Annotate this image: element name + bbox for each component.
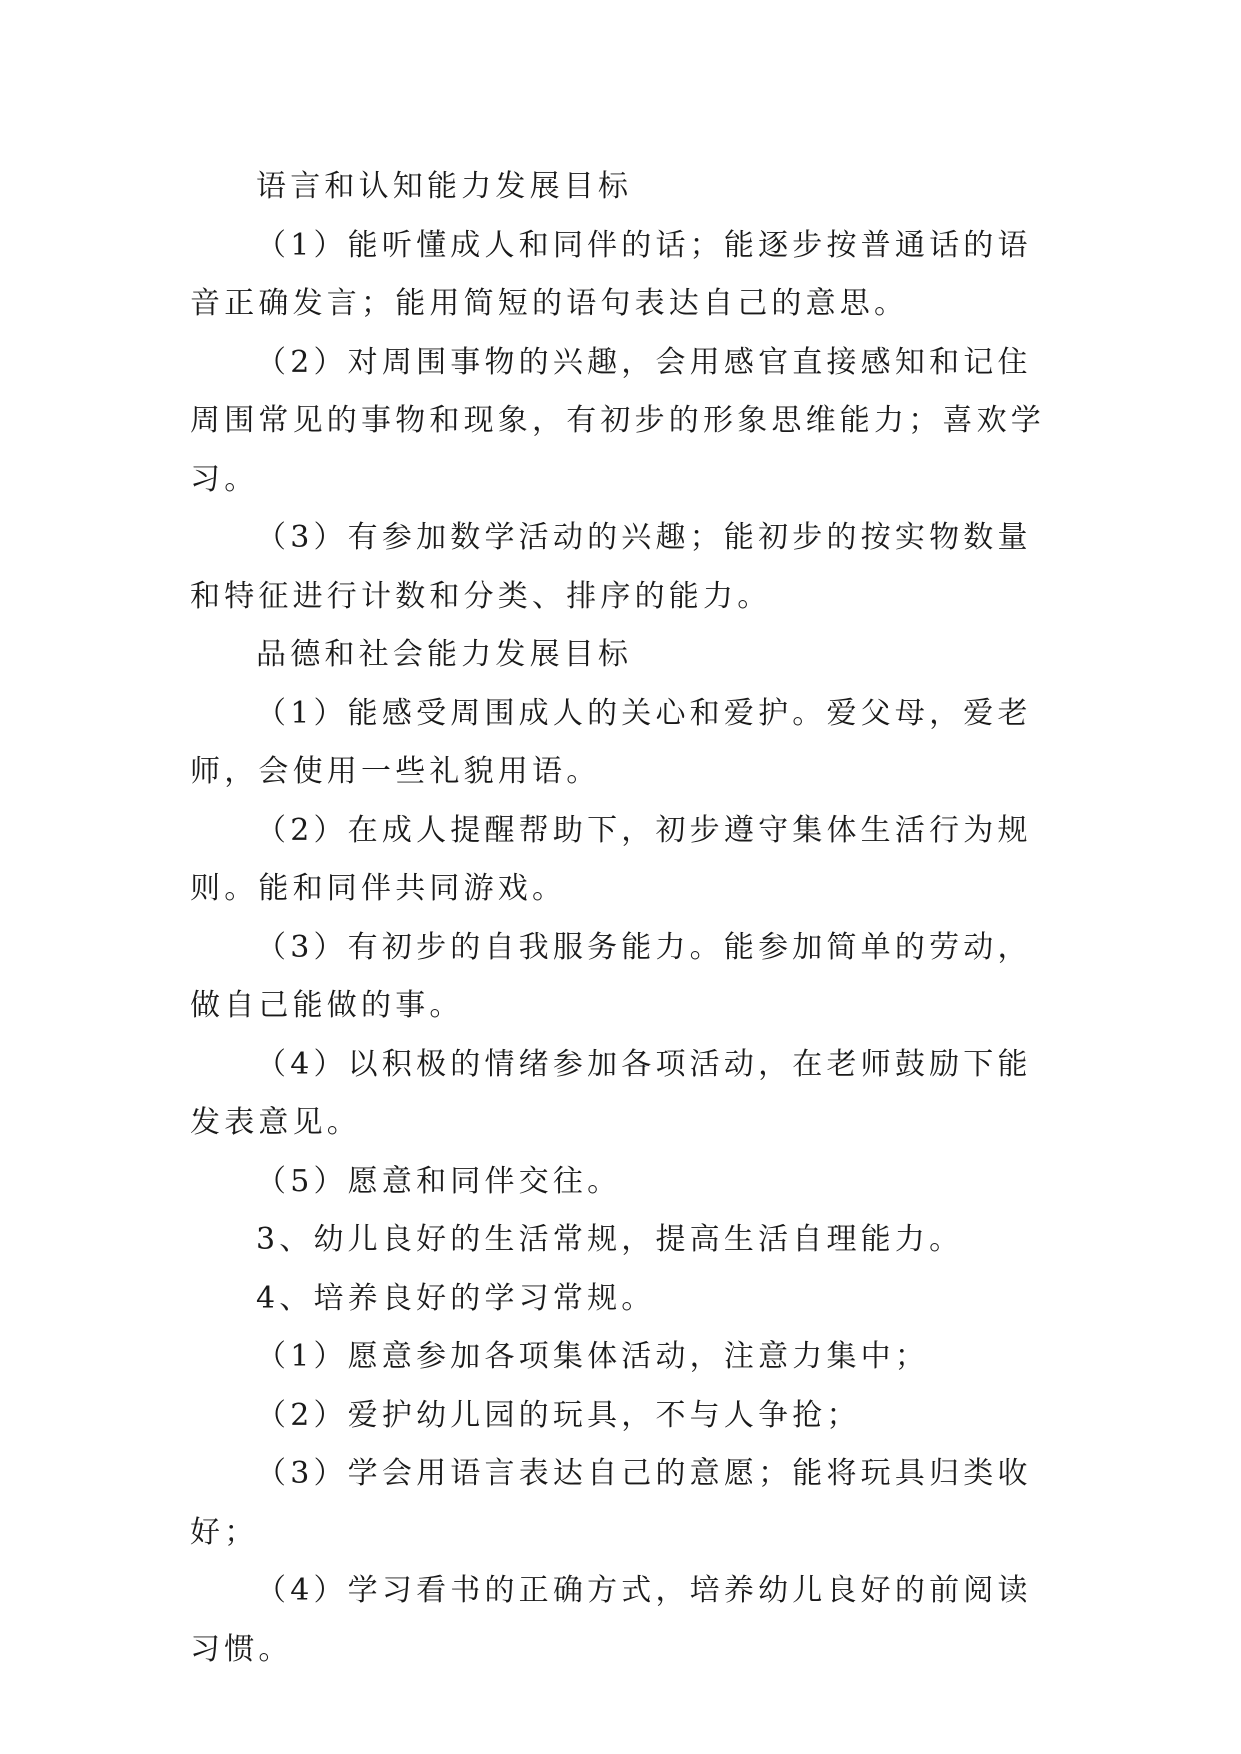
heading-language-cognition: 语言和认知能力发展目标 [256,169,633,204]
paragraph: （2）对周围事物的兴趣，会用感官直接感知和记住周围常见的事物和现象，有初步的形象思维能力；喜欢学习。 [190,344,1045,497]
paragraph: （1）愿意参加各项集体活动，注意力集中； [256,1339,930,1374]
heading-moral-social: 品德和社会能力发展目标 [256,637,633,672]
paragraph: （1）能听懂成人和同伴的话；能逐步按普通话的语音正确发言；能用简短的语句表达自己的意思。 [190,227,1032,321]
paragraph: （4）以积极的情绪参加各项活动，在老师鼓励下能发表意见。 [190,1046,1032,1140]
paragraph: 3、幼儿良好的生活常规，提高生活自理能力。 [256,1222,964,1257]
paragraph: （4）学习看书的正确方式，培养幼儿良好的前阅读习惯。 [190,1573,1032,1667]
paragraph: （2）爱护幼儿园的玩具，不与人争抢； [256,1397,861,1433]
paragraph: （2）在成人提醒帮助下，初步遵守集体生活行为规则。能和同伴共同游戏。 [190,812,1032,906]
paragraph: 4、培养良好的学习常规。 [256,1280,656,1316]
paragraph: （3）有初步的自我服务能力。能参加简单的劳动，做自己能做的事。 [190,929,1032,1023]
paragraph: （3）有参加数学活动的兴趣；能初步的按实物数量和特征进行计数和分类、排序的能力。 [190,520,1032,614]
document-body [190,158,1055,1679]
paragraph: （1）能感受周围成人的关心和爱护。爱父母，爱老师，会使用一些礼貌用语。 [190,695,1032,789]
paragraph: （3）学会用语言表达自己的意愿；能将玩具归类收好； [190,1456,1032,1550]
paragraph: （5）愿意和同伴交往。 [256,1163,622,1199]
